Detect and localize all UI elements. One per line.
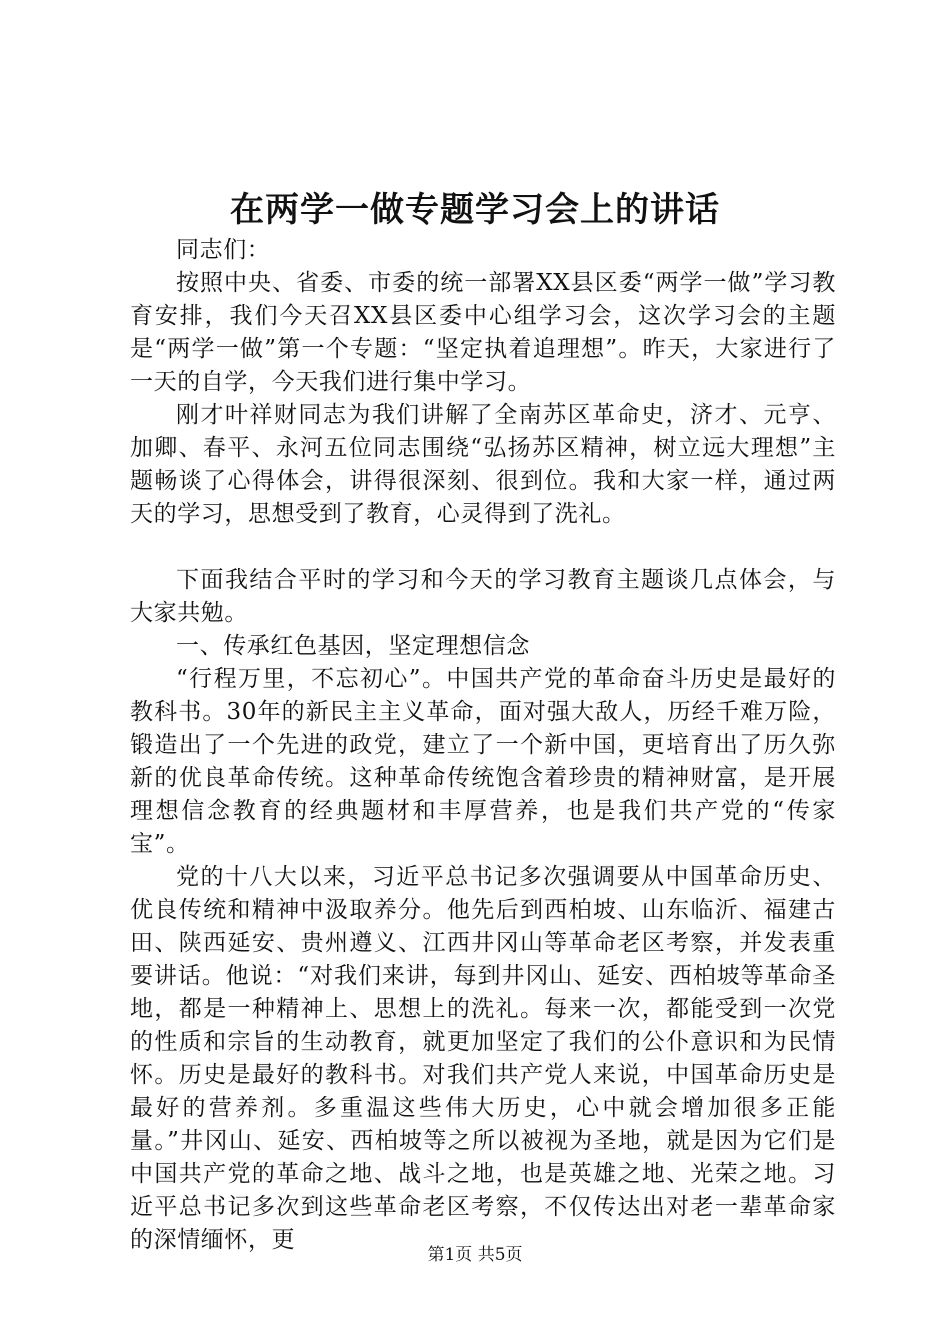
paragraph-transition: 下面我结合平时的学习和今天的学习教育主题谈几点体会，与大家共勉。 bbox=[130, 567, 836, 626]
document-title: 在两学一做专题学习会上的讲话 bbox=[230, 190, 720, 230]
paragraph-quote: 党的十八大以来，习近平总书记多次强调要从中国革命历史、优良传统和精神中汲取养分。他先后到西柏坡、山东临沂、福建古田、陕西延安、贵州遵义、江西井冈山等革命老区考察，并发表重要讲话。他说：“对我们来讲，每到井冈山、延安、西柏坡等革命圣地，都是一种精神上、思想上的洗礼。每来一次，都能受到一次党的性质和宗旨的生动教育，就更加坚定了我们的公仆意识和为民情怀。历史是最好的教科书。对我们共产党人来说，中国革命历史是最好的营养剂。多重温这些伟大历史，心中就会增加很多正能量。”井冈山、延安、西柏坡等之所以被视为圣地，就是因为它们是中国共产党的革命之地、战斗之地，也是英雄之地、光荣之地。习近平总书记多次到这些革命老区考察，不仅传达出对老一辈革命家的深情缅怀，更 bbox=[130, 864, 836, 1253]
paragraph-salutation: 同志们： bbox=[176, 237, 271, 263]
page-indicator: 第1页 共5页 bbox=[427, 1245, 523, 1265]
paragraph-review: 刚才叶祥财同志为我们讲解了全南苏区革命史，济才、元亨、加卿、春平、永河五位同志围绕“弘扬苏区精神，树立远大理想”主题畅谈了心得体会，讲得很深刻、很到位。我和大家一样，通过两天的学习，思想受到了教育，心灵得到了洗礼。 bbox=[130, 402, 836, 527]
paragraph-history: “行程万里，不忘初心”。中国共产党的革命奋斗历史是最好的教科书。30年的新民主主义革命，面对强大敌人，历经千难万险，锻造出了一个先进的政党，建立了一个新中国，更培育出了历久弥新的优良革命传统。这种革命传统饱含着珍贵的精神财富，是开展理想信念教育的经典题材和丰厚营养，也是我们共产党的“传家宝”。 bbox=[130, 666, 836, 857]
paragraph-intro: 按照中央、省委、市委的统一部署XX县区委“两学一做”学习教育安排，我们今天召XX县区委中心组学习会，这次学习会的主题是“两学一做”第一个专题：“坚定执着追理想”。昨天，大家进行了一天的自学，今天我们进行集中学习。 bbox=[130, 270, 836, 395]
document-body bbox=[130, 234, 836, 1257]
section-heading-1: 一、传承红色基因，坚定理想信念 bbox=[176, 633, 530, 659]
